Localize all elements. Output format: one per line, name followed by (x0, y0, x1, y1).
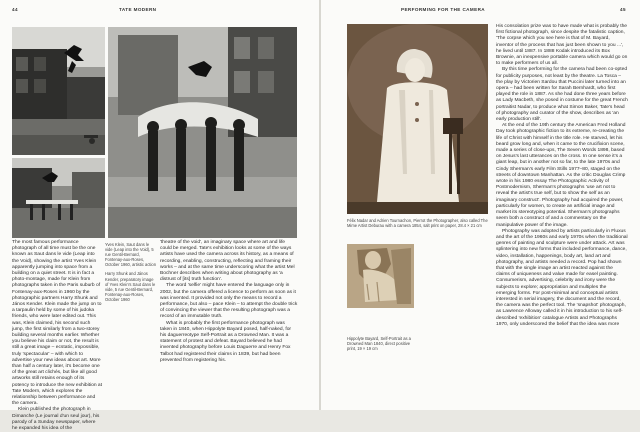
street-scene-photo (108, 27, 297, 238)
pierrot-photographer-photo (347, 24, 488, 214)
paragraph: What is probably the first performance photograph was taken in 1840, when Hippolyte Bayard posed, half-naked, for his daguerreotype Self-Portrait as a Drowned Man. It was a statement of protest and defeat. Bayard believed he had invented photography before Louis Daguerre and Henry Fox Talbot had registered their claims in 1839, but had been prevented from registering his. (160, 320, 292, 363)
paragraph: 'theatre of the void', an imaginary space where art and life could be merged. Tate's exhibition looks at some of the ways artists have used the camera across its history, as a means of recording, enabling, constructing, reflecting and framing their works – and at the same time underscoring what the artist Mel Bochner describes when writing about photography as 'a distrust of [its] truth function'. (160, 240, 295, 283)
running-head-left: TATE MODERN (119, 7, 157, 12)
paragraph: Photography was adopted by artists particularly in Fluxus and the art of the 1960s and early 1970s when the traditional genres of painting and sculpture were under attack. Art was splintering into new forms that included performance, dance, video, installation, happenings, body art, land art and photography, and artists needed a record. Pop had shown that with the single image an artist reacted against the claims of uniqueness and value made for easel painting. Consumerism, advertising, celebrity and irony were the subjects to explore; appropriation and multiples the emerging forms. For post-minimal and conceptual artists interested in serial imagery, the document and the record, the camera was the perfect tool. The 'snapshot' photograph, as Lawrence Alloway called it in his introduction to his self-described 'exhibition' catalogue Artists and Photographs 1970, only underscored the belief that the idea was more (496, 228, 628, 327)
page-number-right: 45 (620, 7, 626, 12)
bayard-drowned-man-photo (347, 244, 414, 308)
left-column-1 (12, 240, 102, 432)
paragraph: The most famous performance photograph of all time must be the one known as Saut dans le vide (Leap into the Void), showing the artist Yves Klein apparently jumping into space from a building on a quiet street. It is in fact a photo-montage, made for Klein from photographs taken in the Paris suburb of Fontenay-aux-Roses in 1960 by the photographic partners Harry Shunk and János Kender. Klein made the jump on to a tarpaulin held by some of his judoka friends, who were later edited out. This was, Klein claimed, his second such jump, the first similarly from a two-storey building several months earlier. Whether you believe his claim or not, the result is still a great image – ecstatic, impossible, truly 'spectacular' – with which to advertise your new ideas about art. More than half a century later, it's become one of the great art clichés, but like all good artworks still retains enough of its potency to introduce the new exhibition at Tate Modern, which explores the relationship between performance and the camera. (12, 240, 102, 407)
preparatory-image-photo (12, 158, 105, 238)
caption-pierrot: Félix Nadar and Adrien Tournachon, Pierrot the Photographer, also called The Mime Artist Deburau with a camera 1854, salt print on paper, 28.4 × 21 cm (347, 218, 488, 229)
paragraph: At the end of the 19th century the American Fred Holland Day took photographic fiction to its extreme, re-creating the life of Christ with himself in the title role. He starved, let his beard grow long and, when it came to the crucifixion scene, made a series of close-ups, The Seven Words 1898, based on Jesus's last utterances on the cross. In one sense it's a giant leap, but in another not so far, to the late 1970s and Cindy Sherman's early Film Stills 1977–80, staged on the streets of downtown Manhattan. As the critic Douglas Crimp wrote in his 1980 essay The Photographic Activity of Postmodernism, Sherman's photographs 'use art not to reveal the artist's true self, but to show the self as an imaginary construct'. Photography had acquired the power, particularly for women, to create an artificial image and market its stereotyping potential. Sherman's photographs seem both a construct of and a commentary on the manipulative power of the image. (496, 123, 626, 228)
right-column (496, 24, 628, 406)
paragraph: Klein published the photograph in Dimanche (Le journal d'un seul jour), his parody of a Sunday newspaper, where he expanded his idea of the (12, 407, 100, 432)
paragraph: By this time performing for the camera had been co-opted for publicity purposes, not least by the theatre. La Tosca – the play by Victorien Sardou that Puccini later turned into an opera – had been written for Sarah Bernhardt, who first played the role in 1887. As she had done three years before as Lady Macbeth, she posed in costume for the great French portraitist Nadar, to produce what Simon Baker, Tate's head of photography and curator of the show, describes as 'an early production still'. (496, 67, 628, 123)
caption-bayard: Hippolyte Bayard, Self-Portrait as a Drowned Man 1840, direct positive print, 19 × 19 cm (347, 336, 411, 352)
paragraph: His consolation prize was to have made what is probably the first fictional photograph, since despite the fatalistic caption, 'The corpse which you see here is that of M. Bayard, inventor of the process that has just been shown to you ...', he lived until 1887. In 1888 Kodak introduced its Box Brownie, an inexpensive portable camera which would go on to make performers of us all. (496, 24, 628, 67)
caption-preparatory: Harry Shunk and János Kender, preparatory image of Yves Klein's Saut dans le vide, 5 rue Gentil-Bernard, Fontenay-aux-Roses, October 1960 (105, 271, 156, 302)
left-captions (105, 242, 157, 306)
paragraph: The word 'selfie' might have entered the language only in 2002, but the camera offered a licence to perform as soon as it was invented. It provided not only the means to record a performance, but also – pace Klein – to attempt the double trick of convincing the viewer that the resulting photograph was a record of an immutable truth. (160, 283, 298, 320)
left-column-2 (160, 240, 298, 406)
caption-leap: Yves Klein, Saut dans le vide (Leap into the Void), 5 rue Gentil-Bernard, Fontenay-aux-Roses, October 1960, artistic action (105, 242, 156, 268)
right-page (321, 0, 640, 410)
running-head-right: PERFORMING FOR THE CAMERA (401, 7, 486, 12)
leap-into-void-photo (12, 27, 105, 155)
page-number-left: 44 (12, 7, 18, 12)
left-page (0, 0, 319, 432)
